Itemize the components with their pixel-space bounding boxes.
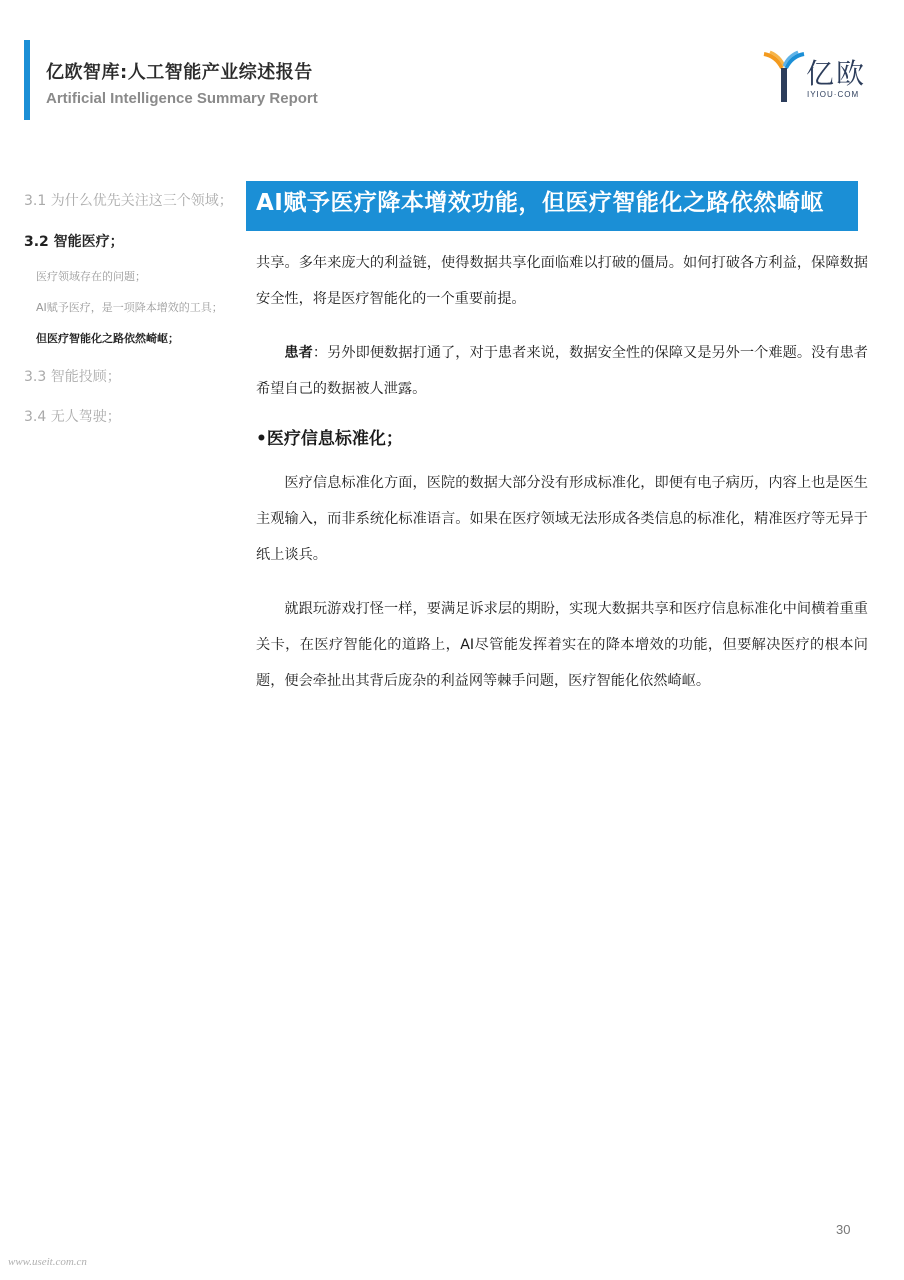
paragraph-standardization: 医疗信息标准化方面，医院的数据大部分没有形成标准化，即便有电子病历，内容上也是医生主观输入，而非系统化标准语言。如果在医疗领域无法形成各类信息的标准化，精准医疗等无异于纸上谈兵。 [256,475,868,563]
logo-text: 亿欧 [806,57,867,90]
toc-item-3-3[interactable]: 3.3 智能投顾； [24,369,121,385]
toc-subitem-problems[interactable]: 医疗领域存在的问题； [36,270,146,283]
toc-item-3-1[interactable]: 3.1 为什么优先关注这三个领域； [24,193,233,209]
toc-item-3-4[interactable]: 3.4 无人驾驶； [24,409,121,425]
toc-subitem-ai-tool[interactable]: AI赋予医疗，是一项降本增效的工具； [36,301,223,314]
patients-text: ：另外即便数据打通了，对于患者来说，数据安全性的保障又是另外一个难题。没有患者希望自己的数据被人泄露。 [256,345,868,397]
report-subtitle: Artificial Intelligence Summary Report [46,90,318,107]
logo-subtext: IYIOU·COM [807,90,860,99]
logo-mark-icon [762,50,806,106]
paragraph-patients [256,335,868,407]
brand-logo [762,50,882,110]
paragraph-data-sharing: 共享。多年来庞大的利益链，使得数据共享化面临难以打破的僵局。如何打破各方利益，保障数据安全性，将是医疗智能化的一个重要前提。 [256,255,868,307]
watermark: www.useit.com.cn [8,1256,87,1268]
section-title: AI赋予医疗降本增效功能，但医疗智能化之路依然崎岖 [256,190,824,216]
header-accent-bar [24,40,30,120]
page-number: 30 [836,1222,851,1237]
report-title: 亿欧智库:人工智能产业综述报告 [46,62,313,83]
paragraph-conclusion: 就跟玩游戏打怪一样，要满足诉求层的期盼，实现大数据共享和医疗信息标准化中间横着重重关卡，在医疗智能化的道路上，AI尽管能发挥着实在的降本增效的功能，但要解决医疗的根本问题，便会牵扯出其背后庞杂的利益网等棘手问题，医疗智能化依然崎岖。 [256,601,868,689]
bullet-heading: •医疗信息标准化； [256,429,403,449]
main-content [256,245,868,699]
toc-item-3-2[interactable]: 3.2 智能医疗； [24,234,124,250]
patients-label: 患者 [284,345,313,361]
toc-subitem-rugged-road[interactable]: 但医疗智能化之路依然崎岖； [36,332,179,345]
